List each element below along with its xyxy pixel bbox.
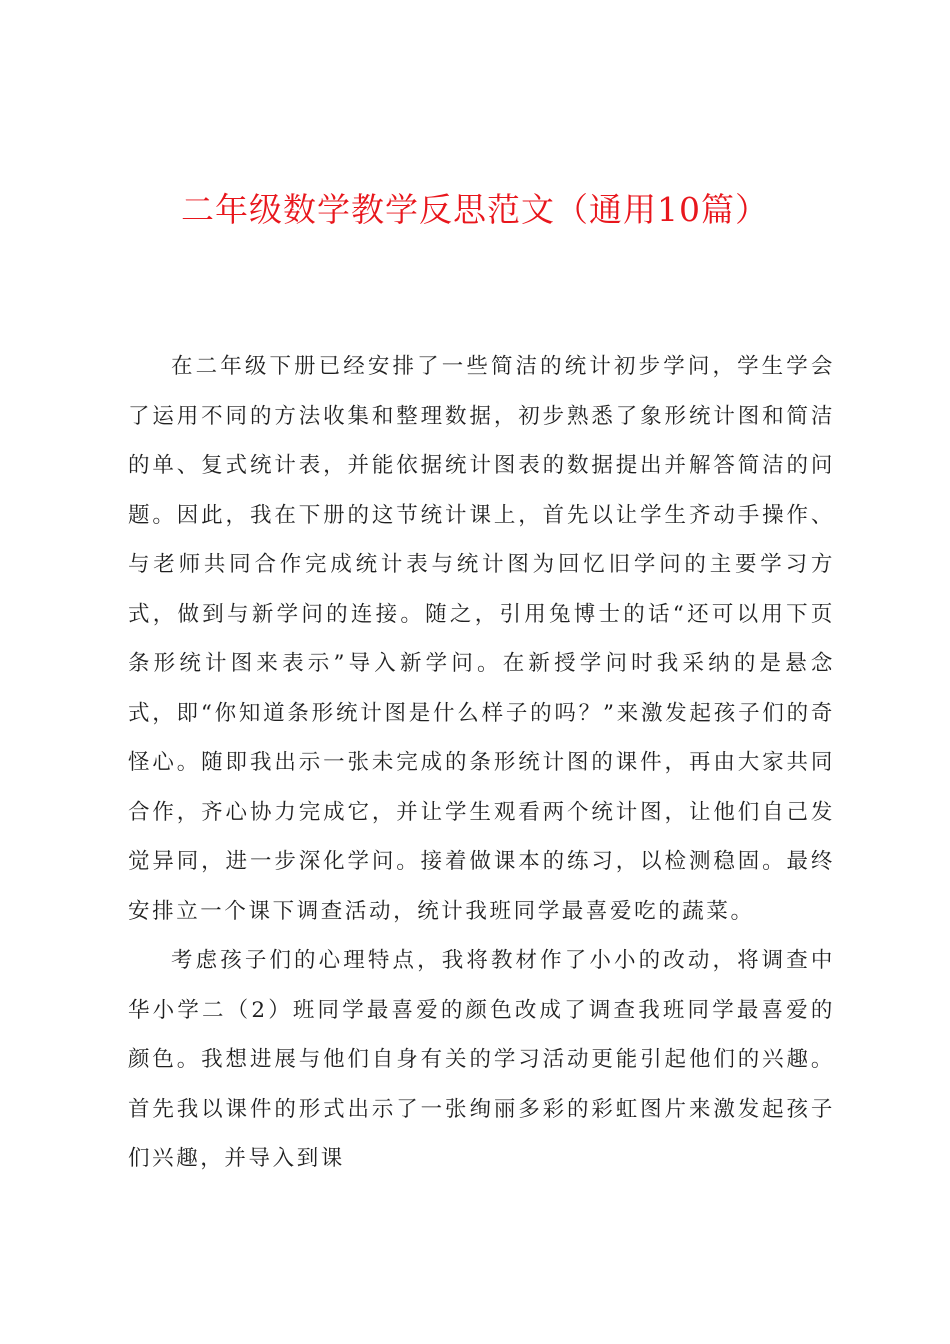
paragraph-2: 考虑孩子们的心理特点，我将教材作了小小的改动，将调查中华小学二（2）班同学最喜爱的颜色改成了调查我班同学最喜爱的颜色。我想进展与他们自身有关的学习活动更能引起他们的兴趣。首先我以课件的形式出示了一张绚丽多彩的彩虹图片来激发起孩子们兴趣，并导入到课 bbox=[128, 948, 835, 1171]
paragraph-1: 在二年级下册已经安排了一些简洁的统计初步学问，学生学会了运用不同的方法收集和整理数据，初步熟悉了象形统计图和简洁的单、复式统计表，并能依据统计图表的数据提出并解答简洁的问题。因此，我在下册的这节统计课上，首先以让学生齐动手操作、与老师共同合作完成统计表与统计图为回忆旧学问的主要学习方式，做到与新学问的连接。随之，引用兔博士的话“还可以用下页条形统计图来表示”导入新学问。在新授学问时我采纳的是悬念式，即“你知道条形统计图是什么样子的吗？”来激发起孩子们的奇怪心。随即我出示一张未完成的条形统计图的课件，再由大家共同合作，齐心协力完成它，并让学生观看两个统计图，让他们自己发觉异同，进一步深化学问。接着做课本的练习，以检测稳固。最终安排立一个课下调查活动，统计我班同学最喜爱吃的蔬菜。 bbox=[128, 354, 835, 924]
document-body bbox=[128, 342, 835, 1184]
document-title: 二年级数学教学反思范文（通用10篇） bbox=[181, 190, 769, 229]
